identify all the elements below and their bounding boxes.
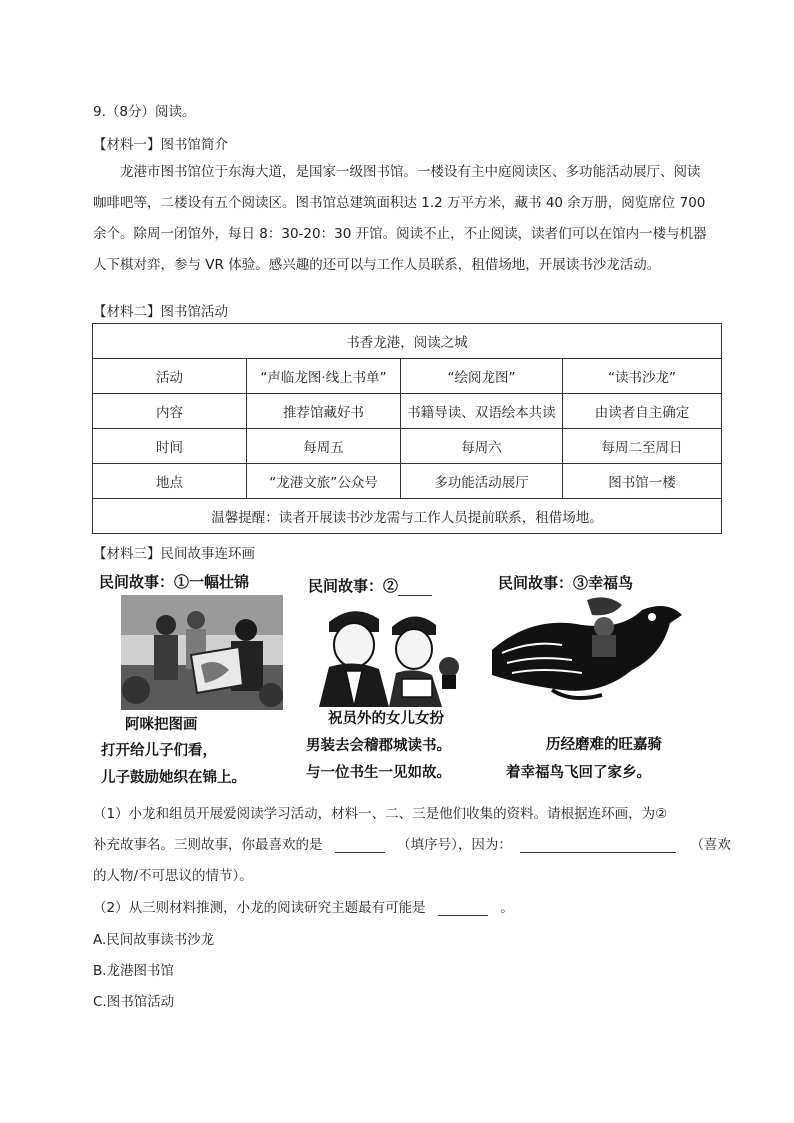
subquestion-1-line3: 的人物/不可思议的情节）。 [93,868,253,884]
table-cell: “读书沙龙” [563,359,722,394]
story-name-blank[interactable] [398,595,432,596]
comic-caption: 男装去会稽郡城读书。 [306,737,451,754]
comic-caption: 历经磨难的旺嘉骑 [546,736,662,753]
comic-title: 民间故事：③幸福鸟 [498,574,634,592]
subquestion-1-line2: 补充故事名。三则故事，你最喜欢的是 （填序号），因为： （喜欢 [93,837,731,853]
table-row [93,359,722,394]
comic-caption: 打开给儿子们看， [101,742,217,759]
comic-caption: 阿咪把图画 [125,716,198,733]
comic-illustration-scholars [304,597,474,707]
table-cell: 推荐馆藏好书 [247,394,401,429]
table-row [93,394,722,429]
table-cell: “声临龙图·线上书单” [247,359,401,394]
table-cell: 活动 [93,359,247,394]
material1-body [93,157,723,281]
table-cell: 由读者自主确定 [563,394,722,429]
comic-caption: 与一位书生一见如故。 [306,764,451,781]
material1-line: 余个。除周一闭馆外，每日 8：30-20：30 开馆。阅读不止，不止阅读，读者们可以在馆内一楼与机器 [93,226,707,242]
table-cell: 每周五 [247,429,401,464]
material3-heading: 【材料三】民间故事连环画 [93,546,255,562]
option-a[interactable]: A.民间故事读书沙龙 [93,932,215,948]
table-cell: “绘阅龙图” [401,359,563,394]
material1-heading: 【材料一】图书馆简介 [93,137,228,153]
table-cell: 图书馆一楼 [563,464,722,499]
comic-panel-2 [300,567,480,787]
table-cell: 时间 [93,429,247,464]
table-cell: 每周六 [401,429,563,464]
comic-title: 民间故事：①一幅壮锦 [99,573,250,591]
reason-blank[interactable] [520,852,676,853]
comic-caption: 着幸福鸟飞回了家乡。 [506,764,651,781]
comic-illustration-weaving [121,595,283,710]
table-cell: 书籍导读、双语绘本共读 [401,394,563,429]
question-header [93,100,195,120]
table-cell: 每周二至周日 [563,429,722,464]
comic-panel-1 [93,567,288,787]
comic-panel-3 [492,567,692,787]
option-c[interactable]: C.图书馆活动 [93,994,175,1010]
question-number: 9. [93,104,106,120]
option-b[interactable]: B.龙港图书馆 [93,963,175,979]
favorite-number-blank[interactable] [335,852,385,853]
comic-caption: 儿子鼓励她织在锦上。 [101,769,246,786]
subquestion-2-stem: （2）从三则材料推测，小龙的阅读研究主题最有可能是 。 [93,900,514,916]
table-cell: “龙港文旅”公众号 [247,464,401,499]
material1-line: 龙港市图书馆位于东海大道，是国家一级图书馆。一楼设有主中庭阅读区、多功能活动展厅、阅读 [120,164,701,180]
question-title: （8分）阅读。 [105,104,196,120]
comic-illustration-happy-bird [492,595,692,705]
table-cell: 多功能活动展厅 [401,464,563,499]
material1-line: 人下棋对弈，参与 VR 体验。感兴趣的还可以与工作人员联系，租借场地，开展读书沙龙活动。 [93,257,661,273]
table-cell: 地点 [93,464,247,499]
comic-caption: 祝员外的女儿女扮 [328,710,444,727]
table-row [93,429,722,464]
comic-title: 民间故事：② [308,575,432,596]
material1-line: 咖啡吧等，二楼设有五个阅读区。图书馆总建筑面积达 1.2 万平方米，藏书 40 余万册，阅览席位 700 [93,195,706,211]
material2-heading: 【材料二】图书馆活动 [93,304,228,320]
table-note: 温馨提醒：读者开展读书沙龙需与工作人员提前联系，租借场地。 [93,499,722,534]
theme-answer-blank[interactable] [438,915,488,916]
table-row [93,464,722,499]
table-title: 书香龙港，阅读之城 [93,324,722,359]
table-cell: 内容 [93,394,247,429]
subquestion-1-line1: （1）小龙和组员开展爱阅读学习活动，材料一、二、三是他们收集的资料。请根据连环画，为② [93,806,668,822]
activity-table [92,323,722,534]
